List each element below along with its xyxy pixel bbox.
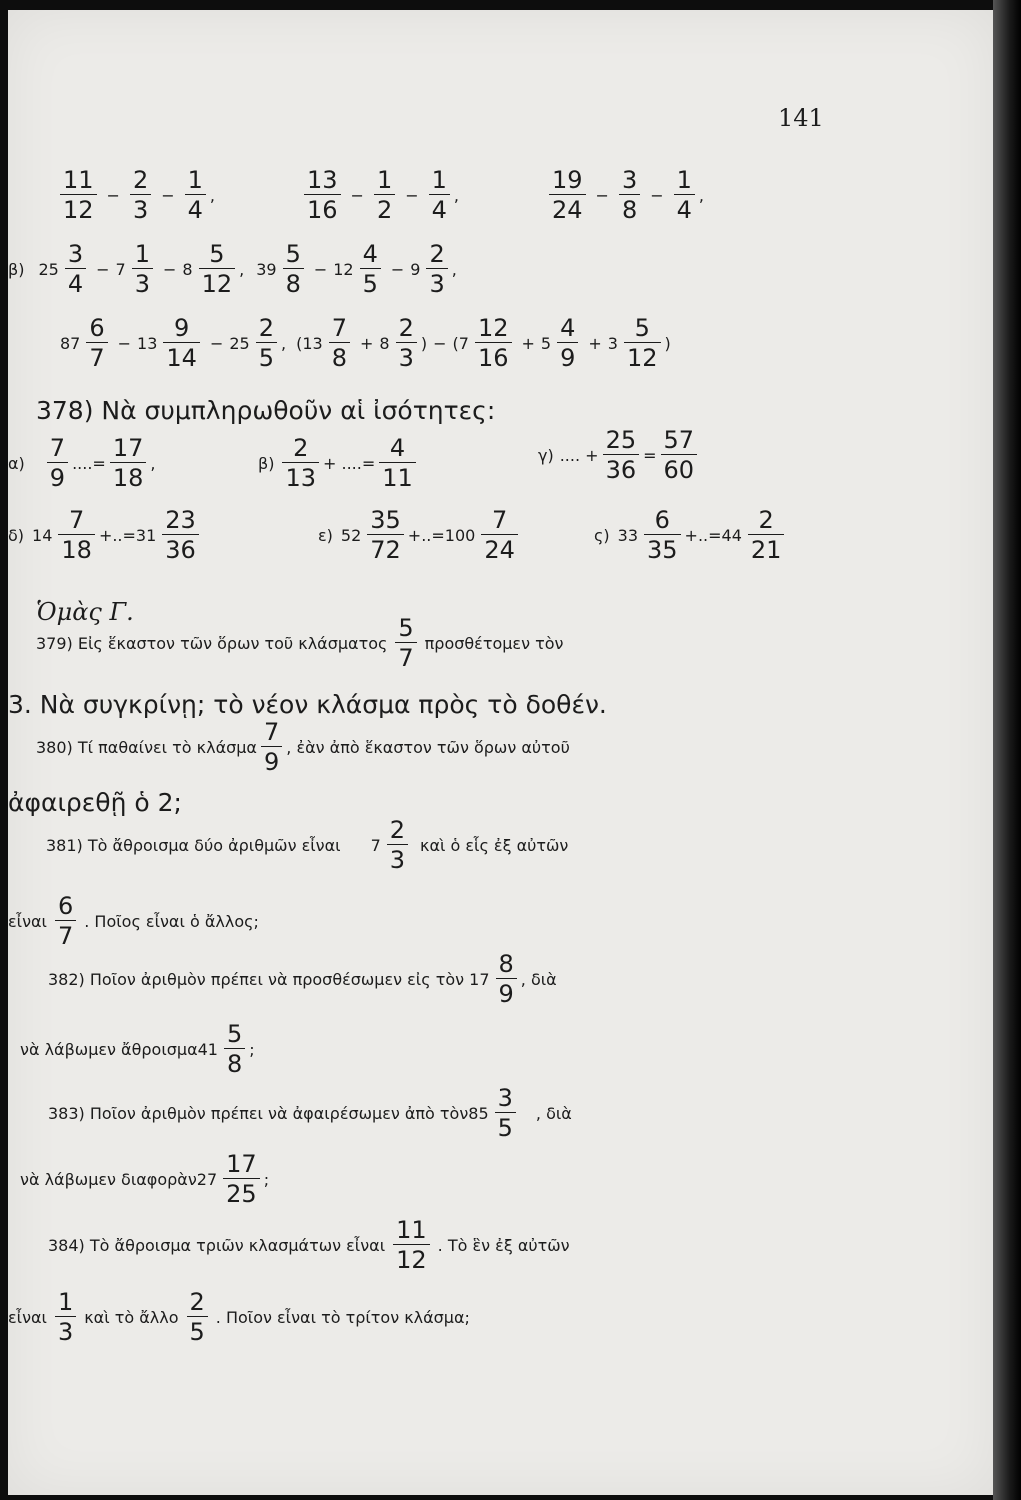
problem-381-line1: 381) Τὸ ἄθροισμα δύο ἀριθμῶν εἶναι 7 $\frac{2}{3}$ καὶ ὁ εἷς ἐξ αὐτῶν — [46, 816, 569, 874]
problem-380-line2: ἀφαιρεθῇ ὁ 2; — [8, 788, 182, 817]
expr-378-beta: β) $\frac{2}{13}$ + ....= $\frac{4}{11}$ — [258, 436, 420, 490]
fraction: $\frac{1}{4}$ — [185, 168, 206, 222]
problem-384-line1: 384) Τὸ ἄθροισμα τριῶν κλασμάτων εἶναι $\frac{11}{12}$ . Τὸ ἓν ἐξ αὐτῶν — [48, 1216, 570, 1274]
problem-384-line2: εἶναι $\frac{1}{3}$ καὶ τὸ ἄλλο $\frac{2}{5}$ . Ποῖον εἶναι τὸ τρίτον κλάσμα; — [8, 1288, 470, 1346]
fraction: $\frac{11}{12}$ — [60, 168, 97, 222]
problem-379-line1: 379) Εἰς ἕκαστον τῶν ὅρων τοῦ κλάσματος $\frac{5}{7}$ προσθέτομεν τὸν — [36, 614, 564, 672]
page-number: 141 — [778, 104, 824, 132]
problem-380-line1: 380) Τί παθαίνει τὸ κλάσμα $\frac{7}{9}$ , ἐὰν ἀπὸ ἕκαστον τῶν ὅρων αὐτοῦ — [36, 718, 570, 776]
expr-378-gamma: γ) .... + $\frac{25}{36}$ = $\frac{57}{60}$ — [538, 428, 701, 482]
expr-378-stigma: ς) 33 $\frac{6}{35}$ +..= 44 $\frac{2}{21}$ — [594, 508, 788, 562]
expr-378-alpha: α) $\frac{7}{9}$ ....= $\frac{17}{18}$ , — [8, 434, 156, 492]
problem-383-line1: 383) Ποῖον ἀριθμὸν πρέπει νὰ ἀφαιρέσωμεν ἀπὸ τὸν 85 $\frac{3}{5}$ , διὰ — [48, 1084, 572, 1142]
fraction: $\frac{2}{3}$ — [130, 168, 151, 222]
problem-381-line2: εἶναι $\frac{6}{7}$ . Ποῖος εἶναι ὁ ἄλλος; — [8, 892, 259, 950]
problem-378-heading: 378) Νὰ συμπληρωθοῦν αἱ ἰσότητες: — [36, 396, 496, 425]
group-heading: Ὁμὰς Γ. — [36, 598, 134, 626]
expr-row1-c: $\frac{19}{24}$ − $\frac{3}{8}$ − $\frac{1}{4}$ , — [545, 168, 704, 222]
expr-378-delta: δ) 14 $\frac{7}{18}$ +..= 31 $\frac{23}{36}$ — [8, 508, 203, 562]
problem-382-line2: νὰ λάβωμεν ἄθροισμα 41 $\frac{5}{8}$ ; — [20, 1020, 255, 1078]
expr-row1-b: $\frac{13}{16}$ − $\frac{1}{2}$ − $\frac{1}{4}$ , — [300, 168, 459, 222]
problem-382-line1: 382) Ποῖον ἀριθμὸν πρέπει νὰ προσθέσωμεν εἰς τὸν 17 $\frac{8}{9}$ , διὰ — [48, 950, 557, 1008]
expr-row1-a: $\frac{11}{12}$ − $\frac{2}{3}$ − $\frac{1}{4}$ , — [56, 168, 215, 222]
problem-379-line2: 3. Νὰ συγκρίνῃ; τὸ νέον κλάσμα πρὸς τὸ δοθέν. — [8, 690, 607, 719]
expr-row3: 87 $\frac{6}{7}$ − 13 $\frac{9}{14}$ − 25 $\frac{2}{5}$ , ( 13 $\frac{7}{8}$ + 8 $\frac{2}{3}$ ) − ( 7 $\frac{12}{16}$ + 5 $\frac{4}{9}$ + 3 $\frac{5}{12}$ ) — [60, 314, 671, 372]
expr-378-epsilon: ε) 52 $\frac{35}{72}$ +..= 100 $\frac{7}{24}$ — [318, 508, 522, 562]
expr-row2: β) 25 $\frac{3}{4}$ − 7 $\frac{1}{3}$ − 8 $\frac{5}{12}$ , 39 $\frac{5}{8}$ − 12 $\frac{4}{5}$ − 9 $\frac{2}{3}$ , — [8, 240, 457, 298]
book-spine — [993, 0, 1021, 1500]
problem-383-line2: νὰ λάβωμεν διαφορὰν 27 $\frac{17}{25}$ ; — [20, 1150, 270, 1208]
